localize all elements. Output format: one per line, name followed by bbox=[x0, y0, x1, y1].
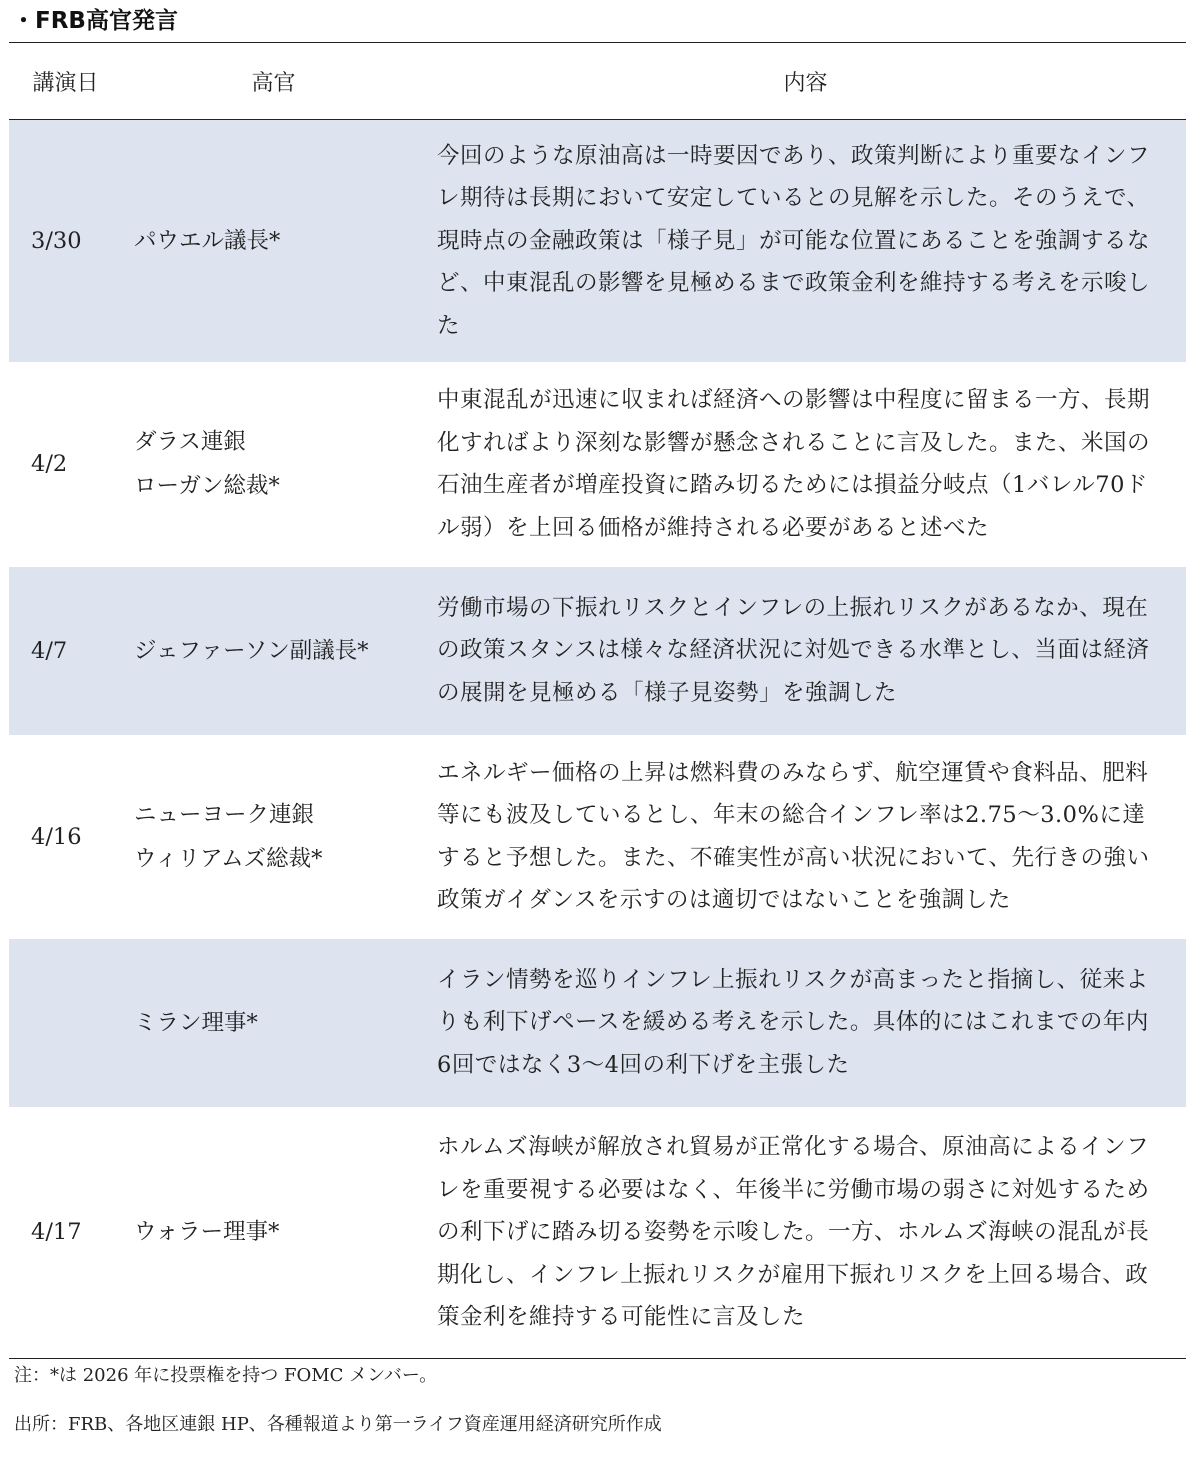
table-row bbox=[9, 735, 1186, 939]
speech-date: 4/7 bbox=[9, 567, 122, 735]
official-name bbox=[122, 362, 425, 567]
header-content: 内容 bbox=[425, 43, 1186, 120]
table-row bbox=[9, 567, 1186, 735]
speech-date: 4/2 bbox=[31, 451, 68, 477]
official-name bbox=[122, 1107, 425, 1359]
table-row bbox=[9, 362, 1186, 567]
speech-date: 4/16 bbox=[31, 823, 82, 850]
remark-content: 今回のような原油高は一時要因であり、政策判断により重要なインフレ期待は長期において安定しているとの見解を示した。そのうえで、現時点の金融政策は「様子見」が可能な位置にあることを強調するなど、中東混乱の影響を見極めるまで政策金利を維持する考えを示唆した bbox=[425, 120, 1186, 362]
frb-remarks-table bbox=[9, 42, 1186, 1359]
speech-date: 3/30 bbox=[9, 120, 122, 362]
official-name bbox=[122, 120, 425, 362]
source-note: 出所：FRB、各地区連銀 HP、各種報道より第一ライフ資産運用経済研究所作成 bbox=[14, 1414, 662, 1435]
official-line: パウエル議長* bbox=[134, 227, 281, 254]
remark-content: エネルギー価格の上昇は燃料費のみならず、航空運賃や食料品、肥料等にも波及しているとし、年末の総合インフレ率は2.75～3.0%に達すると予想した。また、不確実性が高い状況において、先行きの強い政策ガイダンスを示すのは適切ではないことを強調した bbox=[437, 759, 1150, 913]
table-row bbox=[9, 1107, 1186, 1359]
official-line: ローガン総裁* bbox=[134, 473, 280, 499]
speech-date bbox=[9, 939, 122, 1107]
official-line: ウィリアムズ総裁* bbox=[134, 845, 323, 872]
remark-content: ホルムズ海峡が解放され貿易が正常化する場合、原油高によるインフレを重要視する必要はなく、年後半に労働市場の弱さに対処するための利下げに踏み切る姿勢を示唆した。一方、ホルムズ海峡の混乱が長期化し、インフレ上振れリスクが雇用下振れリスクを上回る場合、政策金利を維持する可能性に言及した bbox=[437, 1134, 1150, 1330]
remark-content: 中東混乱が迅速に収まれば経済への影響は中程度に留まる一方、長期化すればより深刻な影響が懸念されることに言及した。また、米国の石油生産者が増産投資に踏み切るためには損益分岐点（1バレル70ドル弱）を上回る価格が維持される必要があると述べた bbox=[437, 387, 1151, 541]
table-header-row bbox=[9, 43, 1186, 120]
official-name bbox=[122, 939, 425, 1107]
official-line: ジェファーソン副議長* bbox=[134, 637, 369, 664]
remark-content: イラン情勢を巡りインフレ上振れリスクが高まったと指摘し、従来よりも利下げペースを緩める考えを示した。具体的にはこれまでの年内6回ではなく3～4回の利下げを主張した bbox=[425, 939, 1186, 1107]
table-row bbox=[9, 939, 1186, 1107]
speech-date: 4/17 bbox=[31, 1219, 82, 1246]
header-date: 講演日 bbox=[9, 43, 122, 120]
official-name bbox=[122, 567, 425, 735]
page-title: ・FRB高官発言 bbox=[12, 8, 178, 34]
header-official: 高官 bbox=[122, 43, 425, 120]
official-line: ミラン理事* bbox=[134, 1009, 258, 1036]
footnote: 注：*は 2026 年に投票権を持つ FOMC メンバー。 bbox=[14, 1365, 438, 1386]
table-row bbox=[9, 120, 1186, 362]
official-name bbox=[122, 735, 425, 939]
official-line: ニューヨーク連銀 bbox=[134, 801, 315, 828]
remark-content: 労働市場の下振れリスクとインフレの上振れリスクがあるなか、現在の政策スタンスは様々な経済状況に対処できる水準とし、当面は経済の展開を見極める「様子見姿勢」を強調した bbox=[425, 567, 1186, 735]
official-line: ダラス連銀 bbox=[134, 429, 246, 455]
official-line: ウォラー理事* bbox=[134, 1219, 280, 1246]
